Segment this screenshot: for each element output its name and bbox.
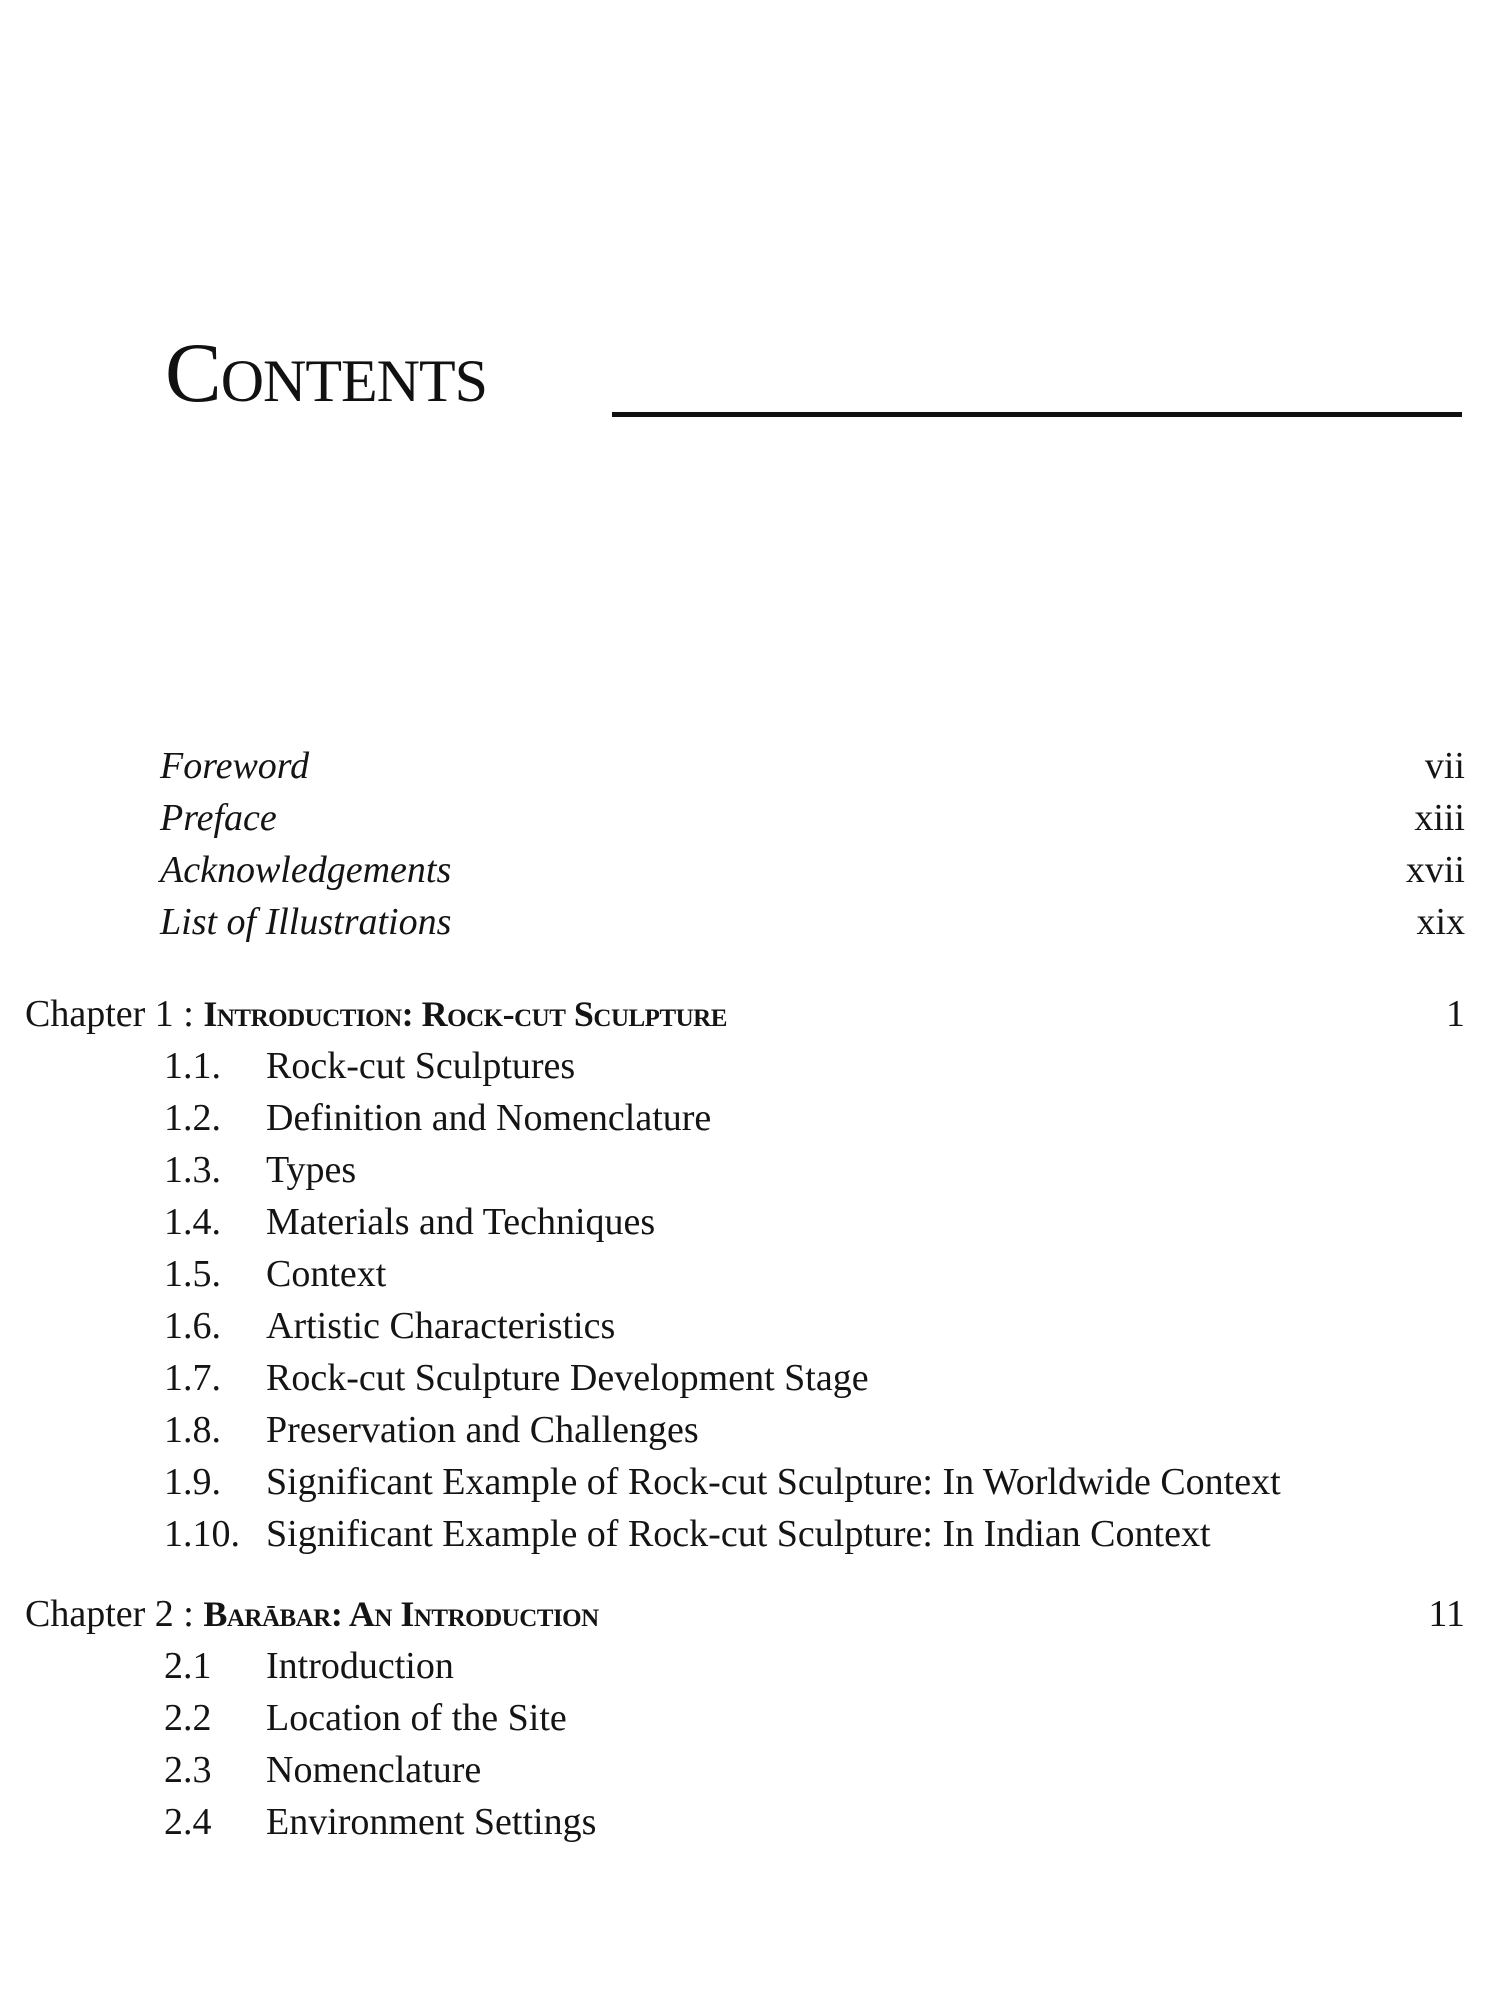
section-title: Materials and Techniques — [266, 1201, 656, 1243]
chapter-2 — [25, 1588, 1465, 1848]
chapter-1 — [25, 988, 1465, 1560]
section-number: 1.4. — [164, 1201, 221, 1243]
section-entry[interactable] — [25, 1404, 1465, 1456]
section-entry[interactable] — [25, 1248, 1465, 1300]
section-title: Context — [266, 1253, 387, 1295]
front-matter-label: List of Illustrations — [160, 901, 452, 943]
section-entry[interactable] — [25, 1456, 1465, 1508]
chapter-heading[interactable] — [25, 1588, 1465, 1640]
section-number: 1.9. — [164, 1461, 221, 1503]
section-number: 2.1 — [164, 1645, 212, 1687]
section-title: Definition and Nomenclature — [266, 1097, 712, 1139]
section-entry[interactable] — [25, 1040, 1465, 1092]
section-entry[interactable] — [25, 1144, 1465, 1196]
title-rule — [612, 412, 1462, 417]
section-list — [25, 1040, 1465, 1560]
section-title: Introduction — [266, 1645, 454, 1687]
section-title: Preservation and Challenges — [266, 1409, 699, 1451]
section-title: Environment Settings — [266, 1801, 597, 1843]
section-number: 1.8. — [164, 1409, 221, 1451]
section-entry[interactable] — [25, 1508, 1465, 1560]
section-title: Types — [266, 1149, 357, 1191]
section-title: Significant Example of Rock-cut Sculpture: In Indian Context — [266, 1513, 1211, 1555]
section-number: 1.6. — [164, 1305, 221, 1347]
section-number: 1.2. — [164, 1097, 221, 1139]
section-entry[interactable] — [25, 1352, 1465, 1404]
section-title: Rock-cut Sculpture Development Stage — [266, 1357, 869, 1399]
section-number: 1.10. — [164, 1513, 240, 1555]
section-entry[interactable] — [25, 1744, 1465, 1796]
section-title: Significant Example of Rock-cut Sculpture: In Worldwide Context — [266, 1461, 1281, 1503]
section-number: 1.3. — [164, 1149, 221, 1191]
section-entry[interactable] — [25, 1692, 1465, 1744]
front-matter-page: vii — [1424, 745, 1465, 787]
section-entry[interactable] — [25, 1640, 1465, 1692]
front-matter-page: xiii — [1414, 797, 1465, 839]
chapter-label: Chapter 2 : — [25, 1593, 204, 1635]
section-title: Rock-cut Sculptures — [266, 1045, 576, 1087]
section-entry[interactable] — [25, 1196, 1465, 1248]
section-entry[interactable] — [25, 1796, 1465, 1848]
front-matter-label: Acknowledgements — [160, 849, 452, 891]
chapter-title: Barābar: An Introduction — [203, 1594, 599, 1634]
chapter-page: 1 — [1446, 993, 1465, 1035]
front-matter-entry[interactable] — [160, 792, 1465, 844]
front-matter-entry[interactable] — [160, 844, 1465, 896]
chapter-label: Chapter 1 : — [25, 993, 204, 1035]
section-number: 2.4 — [164, 1801, 212, 1843]
section-number: 1.7. — [164, 1357, 221, 1399]
chapter-label-group — [25, 988, 727, 1040]
section-title: Artistic Characteristics — [266, 1305, 616, 1347]
section-list — [25, 1640, 1465, 1848]
section-number: 2.3 — [164, 1749, 212, 1791]
front-matter-label: Preface — [160, 797, 277, 839]
section-number: 1.5. — [164, 1253, 221, 1295]
front-matter-entry[interactable] — [160, 896, 1465, 948]
chapter-title: Introduction: Rock-cut Sculpture — [203, 994, 727, 1034]
section-number: 1.1. — [164, 1045, 221, 1087]
front-matter-label: Foreword — [160, 745, 310, 787]
section-entry[interactable] — [25, 1300, 1465, 1352]
front-matter-page: xix — [1416, 901, 1465, 943]
section-title: Nomenclature — [266, 1749, 482, 1791]
front-matter-page: xvii — [1405, 849, 1465, 891]
contents-heading — [165, 318, 1465, 438]
chapter-page: 11 — [1428, 1593, 1465, 1635]
section-entry[interactable] — [25, 1092, 1465, 1144]
front-matter-list — [160, 740, 1465, 948]
chapter-label-group — [25, 1588, 599, 1640]
chapter-heading[interactable] — [25, 988, 1465, 1040]
section-number: 2.2 — [164, 1697, 212, 1739]
page-title: Contents — [165, 326, 488, 420]
front-matter-entry[interactable] — [160, 740, 1465, 792]
section-title: Location of the Site — [266, 1697, 567, 1739]
